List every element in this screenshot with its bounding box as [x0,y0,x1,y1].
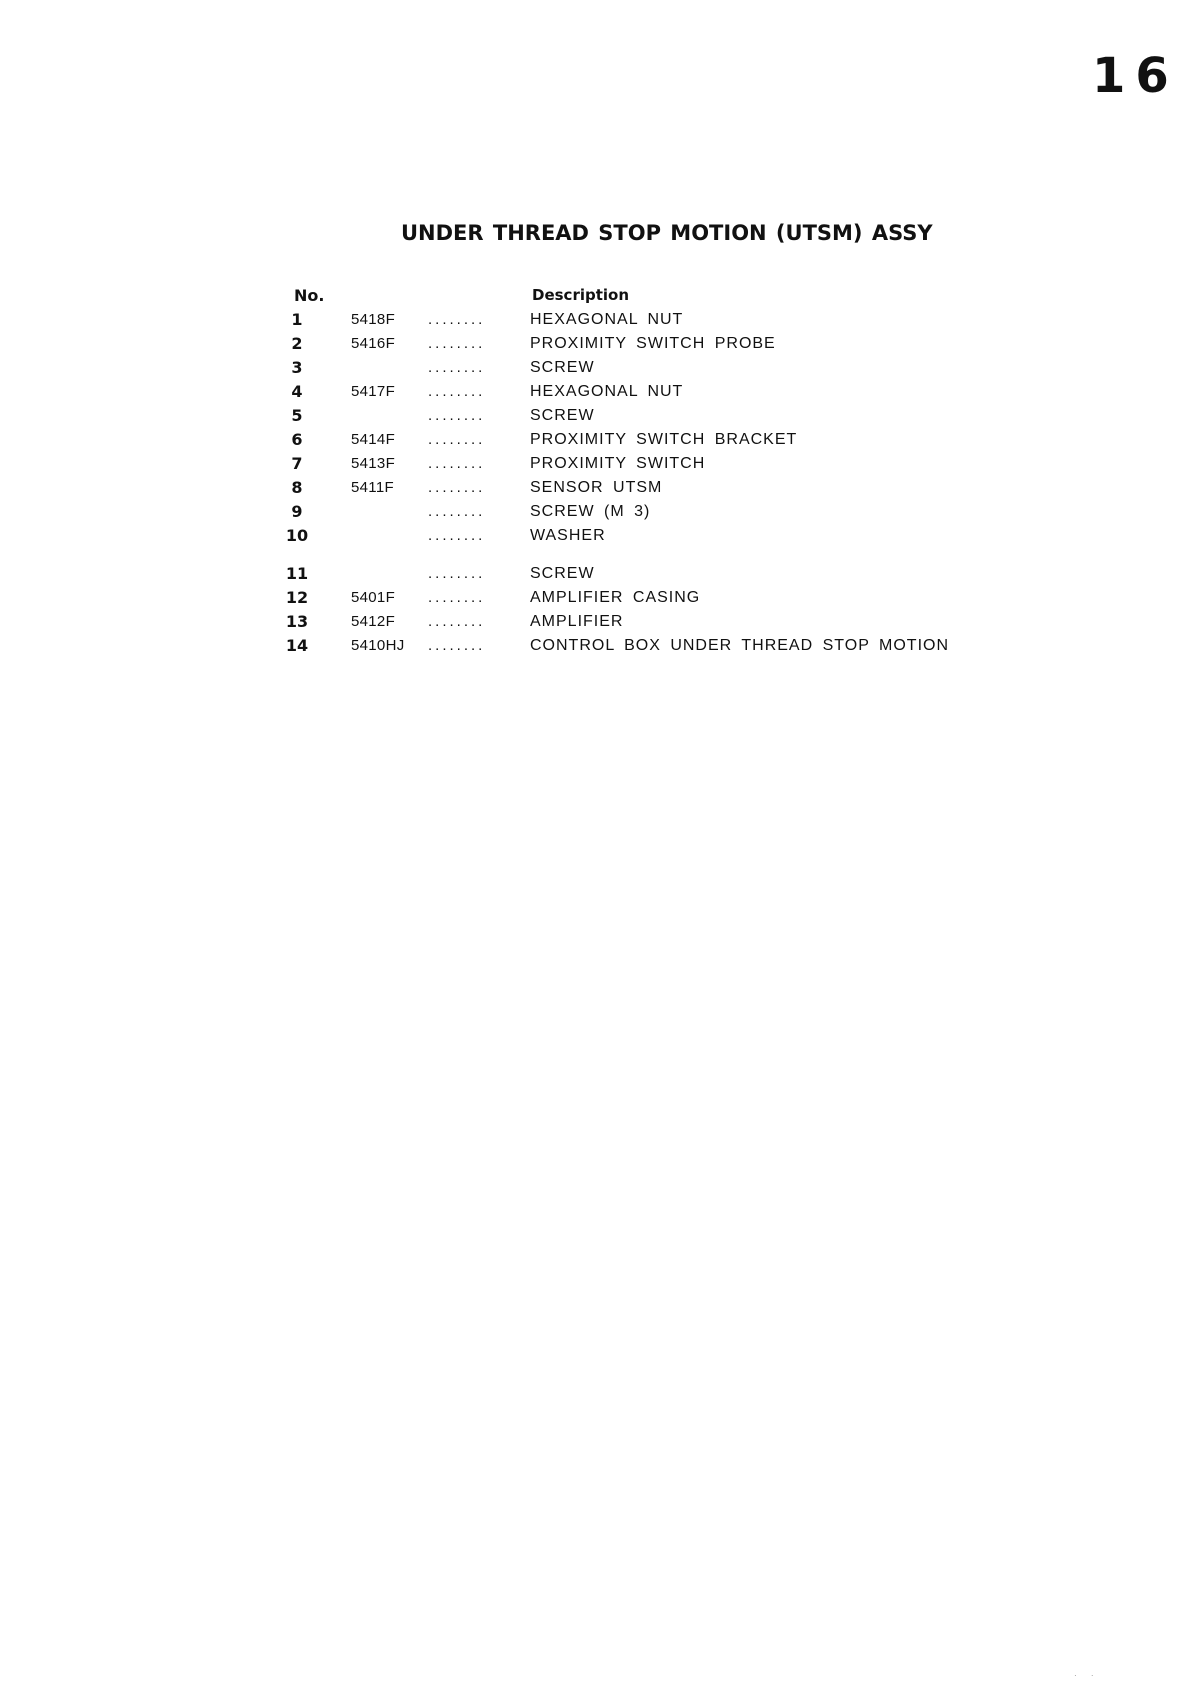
parts-row [0,381,1189,403]
leader-dots: ........ [428,383,486,400]
leader-dots: ........ [428,589,486,606]
parts-row [0,525,1189,547]
parts-row [0,309,1189,331]
item-number: 6 [291,430,303,449]
parts-row [0,333,1189,355]
item-description: SENSOR UTSM [530,479,663,496]
part-number: 5412F [351,613,396,630]
parts-row [0,453,1189,475]
item-description: PROXIMITY SWITCH PROBE [530,335,776,352]
parts-row [0,429,1189,451]
leader-dots: ........ [428,637,486,654]
item-number: 5 [291,406,303,425]
page-title: UNDER THREAD STOP MOTION (UTSM) ASSY [401,221,933,245]
item-description: SCREW [530,359,595,376]
parts-row [0,405,1189,427]
part-number: 5417F [351,383,396,400]
leader-dots: ........ [428,503,486,520]
part-number: 5418F [351,311,396,328]
part-number: 5416F [351,335,396,352]
item-description: HEXAGONAL NUT [530,311,684,328]
parts-row [0,563,1189,585]
parts-row [0,357,1189,379]
item-description: AMPLIFIER [530,613,624,630]
leader-dots: ........ [428,455,486,472]
item-number: 8 [291,478,303,497]
scan-specks: · · [1074,1671,1100,1680]
item-description: CONTROL BOX UNDER THREAD STOP MOTION [530,637,950,654]
parts-row [0,477,1189,499]
item-description: PROXIMITY SWITCH BRACKET [530,431,798,448]
leader-dots: ........ [428,431,486,448]
item-number: 9 [291,502,303,521]
item-number: 4 [291,382,303,401]
leader-dots: ........ [428,479,486,496]
item-description: PROXIMITY SWITCH [530,455,706,472]
item-number: 11 [285,564,309,583]
item-number: 7 [291,454,303,473]
parts-row [0,587,1189,609]
item-number: 3 [291,358,303,377]
part-number: 5411F [351,479,394,496]
item-number: 14 [285,636,309,655]
leader-dots: ........ [428,359,486,376]
item-number: 1 [291,310,303,329]
column-header-description: Description [532,286,630,304]
parts-row [0,501,1189,523]
page-number: 16 [1092,48,1179,104]
parts-row [0,635,1189,657]
column-header-no: No. [294,286,325,305]
item-description: HEXAGONAL NUT [530,383,684,400]
part-number: 5414F [351,431,396,448]
leader-dots: ........ [428,613,486,630]
item-number: 10 [285,526,309,545]
item-number: 13 [285,612,309,631]
item-number: 2 [291,334,303,353]
item-description: SCREW (M 3) [530,503,651,520]
leader-dots: ........ [428,527,486,544]
leader-dots: ........ [428,565,486,582]
item-description: SCREW [530,407,595,424]
item-number: 12 [285,588,309,607]
leader-dots: ........ [428,335,486,352]
leader-dots: ........ [428,407,486,424]
part-number: 5410HJ [351,637,405,654]
item-description: AMPLIFIER CASING [530,589,701,606]
leader-dots: ........ [428,311,486,328]
item-description: SCREW [530,565,595,582]
parts-row [0,611,1189,633]
part-number: 5401F [351,589,396,606]
item-description: WASHER [530,527,606,544]
part-number: 5413F [351,455,396,472]
